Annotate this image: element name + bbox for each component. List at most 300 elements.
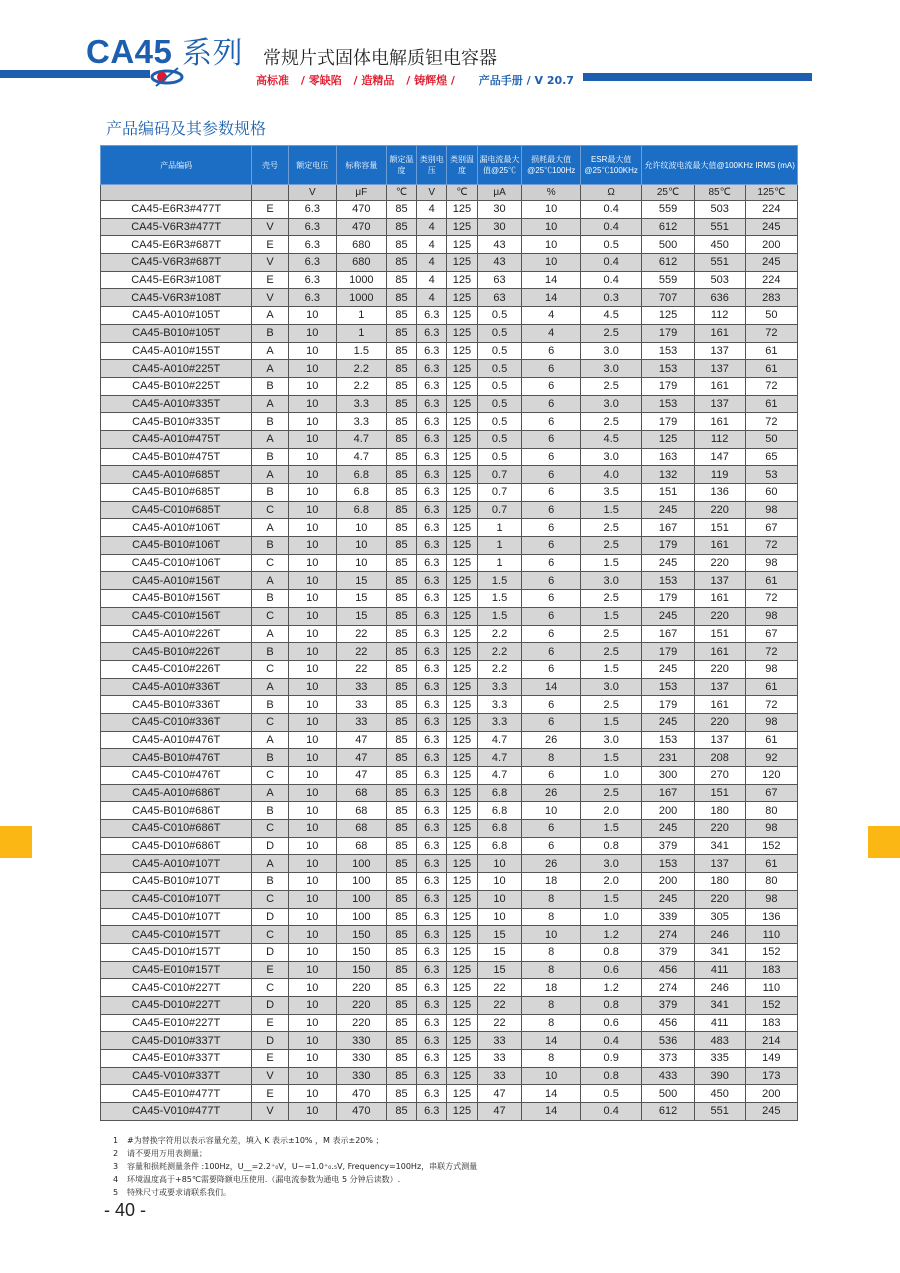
- table-cell: 0.4: [580, 201, 642, 219]
- table-cell: 0.5: [477, 395, 522, 413]
- table-cell: 100: [336, 855, 386, 873]
- table-row: [101, 643, 798, 661]
- table-cell: 125: [447, 218, 477, 236]
- table-cell: 125: [447, 342, 477, 360]
- table-cell: 0.4: [580, 254, 642, 272]
- table-cell: 72: [745, 696, 797, 714]
- table-cell: 503: [694, 201, 745, 219]
- table-cell: CA45-B010#226T: [101, 643, 252, 661]
- table-cell: 136: [745, 908, 797, 926]
- table-cell: 450: [694, 1085, 745, 1103]
- brand-name: CA45: [86, 33, 173, 70]
- table-cell: CA45-B010#225T: [101, 377, 252, 395]
- table-cell: B: [252, 484, 289, 502]
- table-cell: 85: [386, 607, 416, 625]
- table-cell: 50: [745, 430, 797, 448]
- table-cell: 390: [694, 1067, 745, 1085]
- table-cell: 10: [522, 802, 580, 820]
- table-cell: 6.3: [417, 572, 447, 590]
- table-row: [101, 1103, 798, 1121]
- table-cell: 72: [745, 324, 797, 342]
- table-cell: B: [252, 590, 289, 608]
- table-cell: 2.5: [580, 625, 642, 643]
- brand-series: 系列: [182, 37, 244, 70]
- table-cell: 6.3: [417, 837, 447, 855]
- table-cell: 10: [288, 1050, 336, 1068]
- table-cell: 61: [745, 395, 797, 413]
- table-cell: 1: [336, 324, 386, 342]
- table-cell: 6.3: [417, 643, 447, 661]
- table-cell: 85: [386, 873, 416, 891]
- table-row: [101, 572, 798, 590]
- table-cell: 161: [694, 324, 745, 342]
- table-cell: 220: [694, 607, 745, 625]
- table-cell: 6.3: [417, 713, 447, 731]
- spec-table-wrapper: [100, 145, 798, 1121]
- handbook-version: 产品手册 / V 20.7: [478, 74, 574, 87]
- table-cell: 0.4: [580, 271, 642, 289]
- table-cell: 137: [694, 678, 745, 696]
- table-cell: 179: [642, 377, 694, 395]
- table-cell: 0.5: [477, 377, 522, 395]
- table-cell: 85: [386, 271, 416, 289]
- table-cell: 10: [288, 1032, 336, 1050]
- table-cell: 6: [522, 342, 580, 360]
- table-cell: CA45-B010#685T: [101, 484, 252, 502]
- table-cell: 220: [694, 660, 745, 678]
- table-cell: 26: [522, 784, 580, 802]
- table-cell: 6.3: [417, 873, 447, 891]
- table-cell: 274: [642, 979, 694, 997]
- table-cell: 4.5: [580, 430, 642, 448]
- col-header: 壳号: [252, 146, 289, 185]
- table-row: [101, 678, 798, 696]
- table-cell: 6.3: [417, 607, 447, 625]
- table-cell: 330: [336, 1050, 386, 1068]
- table-cell: CA45-D010#686T: [101, 837, 252, 855]
- table-cell: 161: [694, 590, 745, 608]
- table-cell: 125: [447, 519, 477, 537]
- table-cell: CA45-A010#156T: [101, 572, 252, 590]
- table-cell: 341: [694, 943, 745, 961]
- table-cell: 4: [417, 201, 447, 219]
- table-cell: 14: [522, 678, 580, 696]
- table-cell: CA45-C010#685T: [101, 501, 252, 519]
- table-cell: 125: [447, 554, 477, 572]
- table-cell: 10: [477, 908, 522, 926]
- table-cell: 151: [694, 784, 745, 802]
- table-cell: CA45-B010#336T: [101, 696, 252, 714]
- table-cell: 220: [694, 501, 745, 519]
- table-row: [101, 802, 798, 820]
- table-cell: 1.5: [477, 607, 522, 625]
- table-cell: 85: [386, 448, 416, 466]
- table-cell: 6.3: [417, 678, 447, 696]
- table-cell: 2.5: [580, 324, 642, 342]
- table-cell: 0.8: [580, 837, 642, 855]
- table-cell: 80: [745, 873, 797, 891]
- table-cell: 1.5: [477, 572, 522, 590]
- table-cell: 8: [522, 908, 580, 926]
- table-cell: 85: [386, 254, 416, 272]
- table-cell: 152: [745, 996, 797, 1014]
- table-cell: 1.5: [580, 501, 642, 519]
- company-logo-icon: [150, 66, 184, 88]
- table-cell: 85: [386, 1050, 416, 1068]
- table-cell: CA45-D010#227T: [101, 996, 252, 1014]
- table-cell: 125: [447, 660, 477, 678]
- table-cell: 200: [642, 873, 694, 891]
- table-row: [101, 767, 798, 785]
- section-title: 产品编码及其参数规格: [106, 119, 267, 138]
- table-cell: 14: [522, 1032, 580, 1050]
- table-cell: 10: [288, 784, 336, 802]
- table-cell: C: [252, 713, 289, 731]
- table-cell: 1.5: [580, 713, 642, 731]
- table-cell: 14: [522, 1085, 580, 1103]
- table-cell: 3.3: [477, 713, 522, 731]
- table-cell: 3.3: [336, 413, 386, 431]
- table-row: [101, 1050, 798, 1068]
- table-row: [101, 713, 798, 731]
- table-cell: 68: [336, 802, 386, 820]
- table-cell: 341: [694, 837, 745, 855]
- table-cell: 125: [447, 1085, 477, 1103]
- table-cell: 161: [694, 696, 745, 714]
- table-cell: 1.5: [336, 342, 386, 360]
- table-cell: 10: [288, 590, 336, 608]
- table-row: [101, 271, 798, 289]
- table-cell: 6.3: [417, 554, 447, 572]
- table-cell: 10: [288, 820, 336, 838]
- table-cell: 47: [336, 731, 386, 749]
- table-cell: 1.2: [580, 926, 642, 944]
- table-cell: 680: [336, 254, 386, 272]
- table-cell: 2.5: [580, 696, 642, 714]
- table-cell: 3.3: [336, 395, 386, 413]
- table-cell: 0.6: [580, 961, 642, 979]
- table-cell: 125: [447, 590, 477, 608]
- table-cell: A: [252, 430, 289, 448]
- table-cell: 153: [642, 731, 694, 749]
- table-cell: 85: [386, 802, 416, 820]
- table-cell: 125: [447, 501, 477, 519]
- unit-cell: μF: [336, 185, 386, 201]
- table-cell: B: [252, 873, 289, 891]
- table-cell: 173: [745, 1067, 797, 1085]
- table-cell: 4.7: [336, 430, 386, 448]
- table-cell: 85: [386, 749, 416, 767]
- table-cell: 2.5: [580, 643, 642, 661]
- table-cell: 85: [386, 324, 416, 342]
- table-cell: 6.3: [288, 236, 336, 254]
- table-row: [101, 890, 798, 908]
- table-cell: 67: [745, 519, 797, 537]
- unit-cell: ℃: [447, 185, 477, 201]
- table-cell: 179: [642, 696, 694, 714]
- table-row: [101, 1067, 798, 1085]
- table-cell: 245: [642, 501, 694, 519]
- table-cell: 10: [288, 802, 336, 820]
- table-cell: 2.2: [477, 660, 522, 678]
- table-cell: C: [252, 767, 289, 785]
- table-cell: CA45-E6R3#477T: [101, 201, 252, 219]
- unit-cell: ℃: [386, 185, 416, 201]
- table-cell: 125: [447, 236, 477, 254]
- table-cell: 500: [642, 1085, 694, 1103]
- table-cell: CA45-D010#107T: [101, 908, 252, 926]
- table-cell: C: [252, 554, 289, 572]
- table-cell: 6.3: [417, 660, 447, 678]
- table-cell: 2.5: [580, 519, 642, 537]
- table-cell: 119: [694, 466, 745, 484]
- table-cell: 153: [642, 342, 694, 360]
- table-row: [101, 324, 798, 342]
- table-cell: 3.0: [580, 572, 642, 590]
- table-cell: 6.3: [417, 1103, 447, 1121]
- table-cell: 180: [694, 873, 745, 891]
- table-cell: 85: [386, 501, 416, 519]
- table-cell: 151: [694, 519, 745, 537]
- table-cell: 0.5: [477, 413, 522, 431]
- table-cell: 47: [477, 1085, 522, 1103]
- table-cell: 0.9: [580, 1050, 642, 1068]
- table-cell: 85: [386, 554, 416, 572]
- table-cell: 100: [336, 890, 386, 908]
- table-cell: 379: [642, 837, 694, 855]
- table-cell: 6.3: [417, 1067, 447, 1085]
- table-cell: 6.3: [288, 218, 336, 236]
- table-cell: 8: [522, 943, 580, 961]
- table-cell: 274: [642, 926, 694, 944]
- unit-cell: %: [522, 185, 580, 201]
- table-cell: 0.5: [477, 342, 522, 360]
- table-cell: 85: [386, 466, 416, 484]
- table-cell: 112: [694, 430, 745, 448]
- table-cell: 137: [694, 572, 745, 590]
- table-cell: C: [252, 607, 289, 625]
- table-cell: 10: [288, 926, 336, 944]
- table-cell: 6.3: [417, 908, 447, 926]
- table-cell: CA45-A010#106T: [101, 519, 252, 537]
- table-cell: CA45-C010#227T: [101, 979, 252, 997]
- table-cell: 85: [386, 943, 416, 961]
- table-cell: 125: [447, 1014, 477, 1032]
- table-cell: 26: [522, 855, 580, 873]
- table-cell: CA45-V6R3#108T: [101, 289, 252, 307]
- table-cell: 551: [694, 1103, 745, 1121]
- table-cell: 0.5: [477, 307, 522, 325]
- table-cell: 85: [386, 820, 416, 838]
- table-cell: 125: [447, 271, 477, 289]
- table-cell: 14: [522, 1103, 580, 1121]
- table-cell: 68: [336, 837, 386, 855]
- table-cell: 10: [522, 926, 580, 944]
- table-row: [101, 307, 798, 325]
- table-cell: 161: [694, 643, 745, 661]
- table-cell: 6.3: [417, 731, 447, 749]
- table-cell: 6.3: [417, 360, 447, 378]
- table-cell: CA45-D010#337T: [101, 1032, 252, 1050]
- table-cell: 10: [288, 360, 336, 378]
- table-cell: 379: [642, 996, 694, 1014]
- table-cell: 98: [745, 554, 797, 572]
- table-cell: 1.5: [580, 660, 642, 678]
- footnotes: [113, 1134, 477, 1199]
- table-cell: 10: [477, 890, 522, 908]
- table-cell: 1.5: [477, 590, 522, 608]
- table-cell: 612: [642, 1103, 694, 1121]
- table-cell: 246: [694, 926, 745, 944]
- table-cell: 503: [694, 271, 745, 289]
- table-cell: 153: [642, 572, 694, 590]
- table-cell: A: [252, 519, 289, 537]
- table-cell: 72: [745, 377, 797, 395]
- table-cell: 125: [447, 537, 477, 555]
- table-header-row: [101, 146, 798, 185]
- table-row: [101, 590, 798, 608]
- table-cell: D: [252, 908, 289, 926]
- table-cell: 6.3: [417, 784, 447, 802]
- table-row: [101, 731, 798, 749]
- table-cell: 6: [522, 430, 580, 448]
- table-cell: 85: [386, 289, 416, 307]
- table-cell: 10: [288, 377, 336, 395]
- table-cell: V: [252, 254, 289, 272]
- table-cell: 10: [288, 890, 336, 908]
- table-cell: 167: [642, 625, 694, 643]
- unit-cell: [252, 185, 289, 201]
- table-cell: 0.7: [477, 466, 522, 484]
- table-row: [101, 360, 798, 378]
- table-cell: 100: [336, 873, 386, 891]
- table-cell: 68: [336, 820, 386, 838]
- table-cell: 85: [386, 484, 416, 502]
- table-cell: 245: [745, 254, 797, 272]
- table-cell: CA45-A010#686T: [101, 784, 252, 802]
- table-cell: 137: [694, 731, 745, 749]
- table-row: [101, 1014, 798, 1032]
- table-row: [101, 377, 798, 395]
- table-cell: C: [252, 979, 289, 997]
- table-cell: 22: [336, 625, 386, 643]
- table-cell: 2.5: [580, 537, 642, 555]
- table-cell: 85: [386, 926, 416, 944]
- table-cell: 85: [386, 1085, 416, 1103]
- table-row: [101, 660, 798, 678]
- table-cell: 125: [447, 466, 477, 484]
- table-cell: 6: [522, 837, 580, 855]
- table-cell: 150: [336, 926, 386, 944]
- table-cell: 167: [642, 784, 694, 802]
- table-cell: 559: [642, 271, 694, 289]
- table-row: [101, 607, 798, 625]
- table-cell: 85: [386, 377, 416, 395]
- table-cell: 10: [336, 519, 386, 537]
- table-cell: 85: [386, 767, 416, 785]
- table-cell: 339: [642, 908, 694, 926]
- table-cell: CA45-V6R3#687T: [101, 254, 252, 272]
- table-cell: 10: [288, 678, 336, 696]
- table-cell: 179: [642, 324, 694, 342]
- table-cell: 245: [642, 607, 694, 625]
- table-cell: 0.5: [580, 236, 642, 254]
- table-cell: D: [252, 1032, 289, 1050]
- table-cell: CA45-A010#225T: [101, 360, 252, 378]
- table-cell: CA45-B010#686T: [101, 802, 252, 820]
- table-cell: 636: [694, 289, 745, 307]
- table-cell: 8: [522, 996, 580, 1014]
- table-cell: 85: [386, 678, 416, 696]
- table-cell: 132: [642, 466, 694, 484]
- table-cell: 3.0: [580, 395, 642, 413]
- table-cell: 4: [417, 218, 447, 236]
- table-cell: 125: [447, 607, 477, 625]
- table-row: [101, 1032, 798, 1050]
- table-cell: C: [252, 501, 289, 519]
- table-cell: A: [252, 342, 289, 360]
- table-cell: C: [252, 890, 289, 908]
- table-cell: B: [252, 377, 289, 395]
- col-header: 损耗最大值@25℃100Hz: [522, 146, 580, 185]
- table-cell: 10: [288, 537, 336, 555]
- table-cell: CA45-E6R3#687T: [101, 236, 252, 254]
- table-cell: 125: [447, 1050, 477, 1068]
- table-cell: 125: [447, 802, 477, 820]
- table-cell: 220: [694, 713, 745, 731]
- table-cell: 10: [288, 660, 336, 678]
- table-cell: 22: [477, 996, 522, 1014]
- table-cell: CA45-B010#476T: [101, 749, 252, 767]
- table-cell: 10: [522, 254, 580, 272]
- table-cell: 2.5: [580, 377, 642, 395]
- table-cell: 14: [522, 289, 580, 307]
- table-cell: 33: [336, 713, 386, 731]
- table-row: [101, 466, 798, 484]
- table-cell: 72: [745, 643, 797, 661]
- table-cell: 10: [336, 537, 386, 555]
- table-cell: 85: [386, 731, 416, 749]
- table-cell: 373: [642, 1050, 694, 1068]
- table-cell: 8: [522, 1014, 580, 1032]
- table-cell: 15: [477, 961, 522, 979]
- table-cell: 707: [642, 289, 694, 307]
- table-cell: 220: [336, 996, 386, 1014]
- table-cell: A: [252, 360, 289, 378]
- table-cell: 30: [477, 201, 522, 219]
- table-cell: 6: [522, 590, 580, 608]
- table-cell: 10: [522, 201, 580, 219]
- table-cell: 33: [477, 1032, 522, 1050]
- table-cell: 6: [522, 660, 580, 678]
- table-cell: A: [252, 678, 289, 696]
- table-cell: 1: [477, 519, 522, 537]
- table-cell: 0.3: [580, 289, 642, 307]
- table-cell: 85: [386, 537, 416, 555]
- table-cell: 98: [745, 820, 797, 838]
- table-cell: A: [252, 625, 289, 643]
- table-cell: CA45-B010#335T: [101, 413, 252, 431]
- table-cell: 63: [477, 271, 522, 289]
- table-cell: 2.0: [580, 873, 642, 891]
- table-cell: 125: [447, 696, 477, 714]
- table-cell: 10: [288, 749, 336, 767]
- table-cell: 180: [694, 802, 745, 820]
- table-cell: 47: [477, 1103, 522, 1121]
- table-cell: D: [252, 996, 289, 1014]
- table-cell: 10: [288, 943, 336, 961]
- table-cell: 85: [386, 961, 416, 979]
